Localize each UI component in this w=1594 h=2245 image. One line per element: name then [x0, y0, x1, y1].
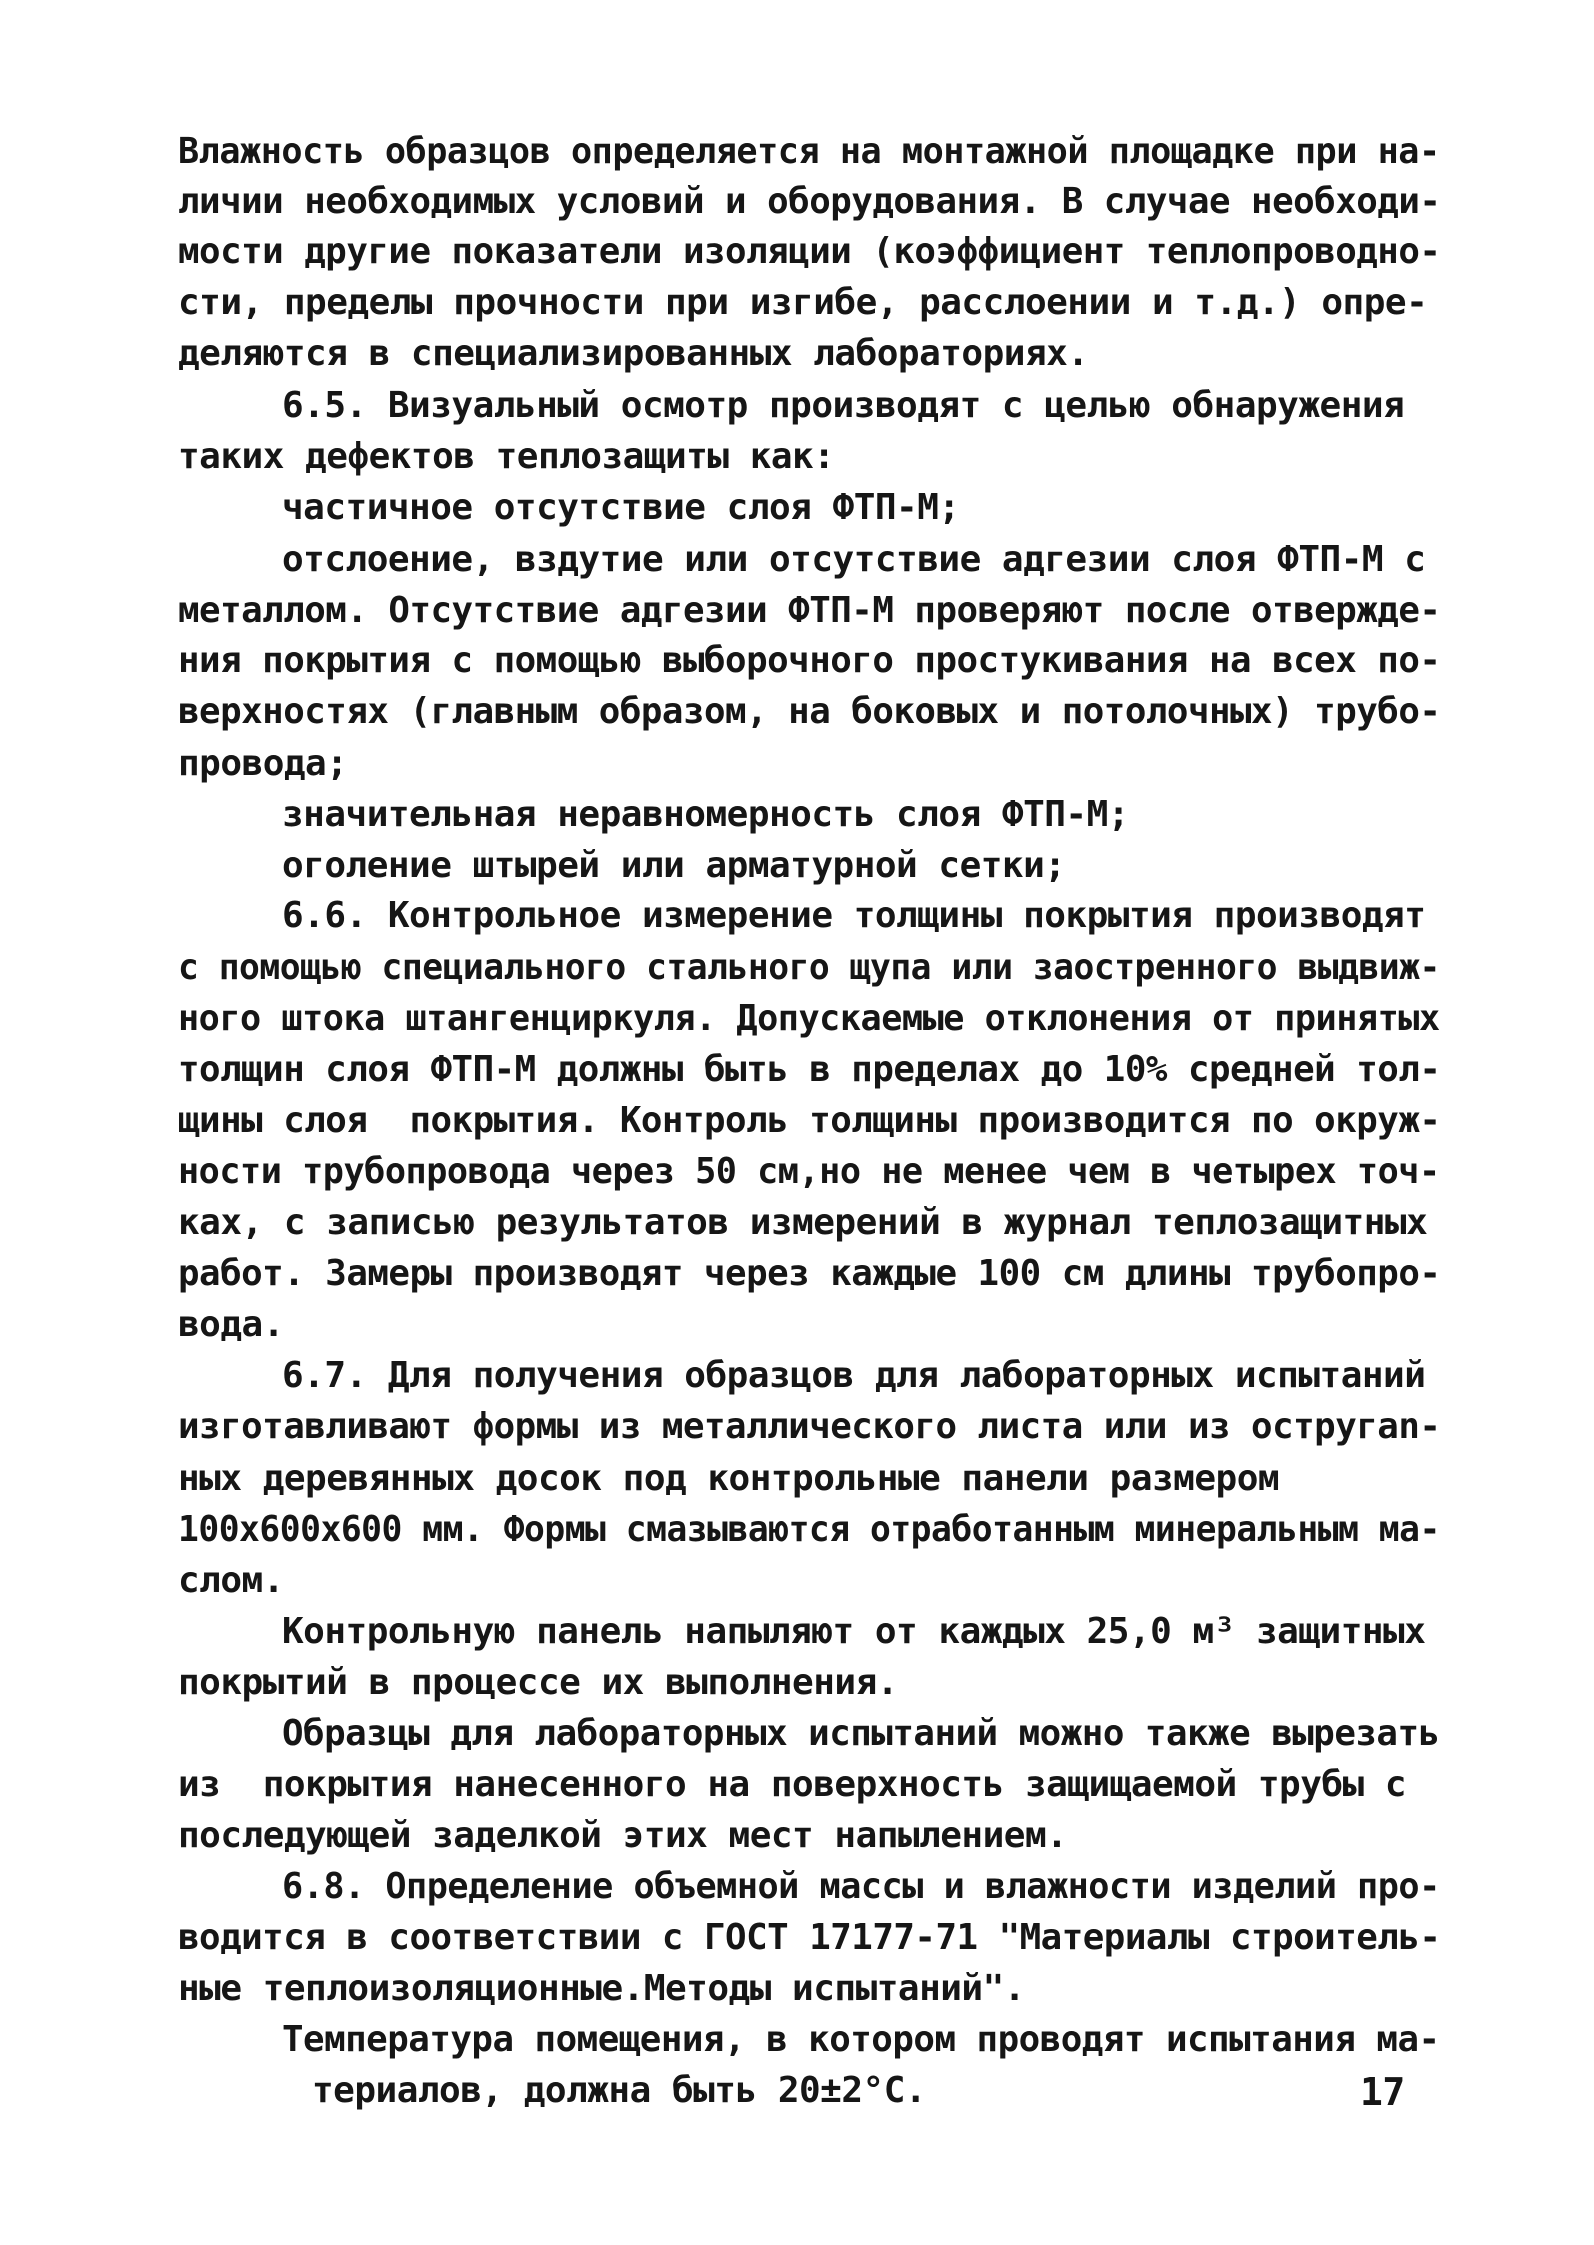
text-line: отслоение, вздутие или отсутствие адгезии слоя ФТП-М с [282, 539, 1426, 580]
text-line: Влажность образцов определяется на монтажной площадке при на- [178, 131, 1440, 172]
text-line: щины слоя покрытия. Контроль толщины производится по окруж- [178, 1100, 1441, 1141]
text-line: работ. Замеры производят через каждые 100 см длины трубопро- [178, 1253, 1441, 1294]
text-line: 100х600х600 мм. Формы смазываются отработанным минеральным ма- [178, 1509, 1440, 1550]
section-heading-line: 6.7. Для получения образцов для лабораторных испытаний [282, 1355, 1426, 1396]
text-line: Контрольную панель напыляют от каждых 25,0 м³ защитных [282, 1611, 1426, 1652]
text-line: изготавливают формы из металлического листа или из остругаn- [178, 1406, 1441, 1447]
text-line: личии необходимых условий и оборудования. В случае необходи- [178, 181, 1441, 222]
text-line: частичное отсутствие слоя ФТП-М; [282, 487, 960, 528]
text-line: водится в соответствии с ГОСТ 17177-71 "Материалы строитель- [178, 1917, 1441, 1958]
text-line: верхностях (главным образом, на боковых и потолочных) трубо- [178, 691, 1441, 732]
text-line: ности трубопровода через 50 см,но не менее чем в четырех точ- [178, 1151, 1440, 1192]
text-line: Образцы для лабораторных испытаний можно также вырезать [282, 1713, 1440, 1754]
text-line: слом. [178, 1560, 284, 1601]
section-heading-line: 6.8. Определение объемной массы и влажности изделий про- [282, 1866, 1440, 1907]
text-line: ного штока штангенциркуля. Допускаемые отклонения от принятых [178, 998, 1440, 1039]
text-line: териалов, должна быть 20±2°С. [312, 2070, 927, 2111]
text-line: сти, пределы прочности при изгибе, расслоении и т.д.) опре- [178, 282, 1428, 323]
text-line: последующей заделкой этих мест напылением. [178, 1815, 1068, 1856]
text-line: ных деревянных досок под контрольные панели размером [178, 1458, 1280, 1499]
text-line: из покрытия нанесенного на поверхность защищаемой трубы с [178, 1764, 1407, 1805]
text-line: покрытий в процессе их выполнения. [178, 1662, 898, 1703]
text-line: ные теплоизоляционные.Методы испытаний". [178, 1968, 1025, 2009]
section-heading-line: 6.6. Контрольное измерение толщины покрытия производят [282, 895, 1426, 936]
text-line: значительная неравномерность слоя ФТП-М; [282, 794, 1129, 835]
text-line: вода. [178, 1304, 284, 1345]
text-line: ния покрытия с помощью выборочного простукивания на всех по- [178, 640, 1441, 681]
text-line: ках, с записью результатов измерений в журнал теплозащитных [178, 1202, 1428, 1243]
text-line: оголение штырей или арматурной сетки; [282, 845, 1066, 886]
text-line: провода; [178, 743, 348, 784]
text-line: металлом. Отсутствие адгезии ФТП-М проверяют после отвержде- [178, 590, 1441, 631]
page-number: 17 [1360, 2070, 1405, 2114]
text-line: толщин слоя ФТП-М должны быть в пределах до 10% средней тол- [178, 1049, 1441, 1090]
text-line: Температура помещения, в котором проводят испытания ма- [282, 2019, 1440, 2060]
text-line: деляются в специализированных лабораториях. [178, 333, 1089, 374]
section-heading-line: 6.5. Визуальный осмотр производят с целью обнаружения [282, 385, 1405, 426]
text-line: мости другие показатели изоляции (коэффициент теплопроводно- [178, 231, 1441, 272]
text-line: с помощью специального стального щупа или заостренного выдвиж- [178, 947, 1440, 988]
text-line: таких дефектов теплозащиты как: [178, 436, 835, 477]
